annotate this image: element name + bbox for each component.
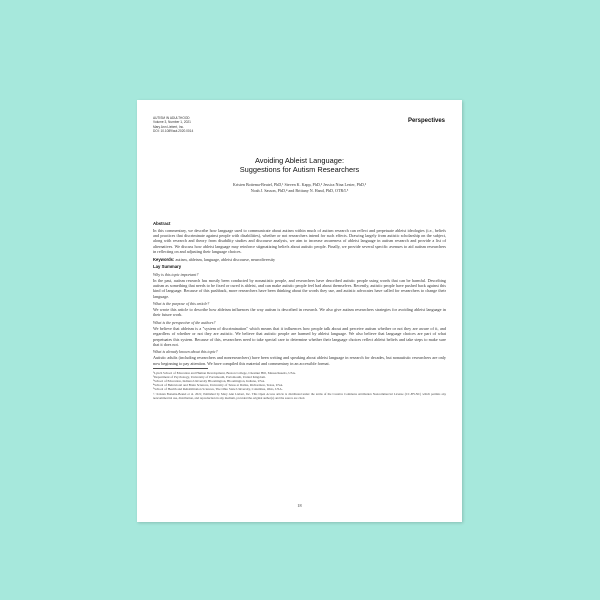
lay-answer-4: Autistic adults (including researchers and nonresearchers) have been writing and speaking about ableist language in research for decades, but nonautistic researchers are only now beginning to pay attention. We have compiled this material and commentary in an accessible format.	[153, 355, 446, 366]
article-title	[137, 156, 462, 174]
keywords	[153, 257, 446, 262]
abstract-text: In this commentary, we describe how language used to communicate about autism within much of autism research can reflect and perpetuate ableist ideologies (i.e., beliefs and practices that discriminate against people with disabilities), whether or not researchers intend for such effects. Drawing largely from autistic scholarship on the subject, along with research and theory from disability studies and discourse analysis, we aim to increase awareness of ableist language in autism research and provide a list of alternatives. We discuss how ableist language may reinforce stigmatizing beliefs about autistic people. Finally, we provide several specific avenues to aid autism researchers in reflecting on and adjusting their language choices.	[153, 227, 446, 255]
affiliation-2: ²Department of Psychology, University of Portsmouth, Portsmouth, United Kingdom.	[153, 374, 266, 379]
license-note: © Kristen Bottema-Beutel et al. 2021; Published by Mary Ann Liebert, Inc. This Open Access article is distributed under the terms of the Creative Commons Attribution Noncommercial License (CC-BY-NC) which permits any noncommercial use, distribution, and reproduction in any medium, provided the original author(s) and the source are cited.	[153, 391, 446, 400]
lay-answer-1: In the past, autism research has mostly been conducted by nonautistic people, and researchers have described autistic people using words that can be harmful. Describing autism as something that needs to be fixed or cured is ableist, and can make autistic people feel bad about themselves. Recently, autistic people have pushed back against this kind of language. Because of this pushback, more researchers have been thinking about the words they use, and autistic advocates have called for researchers to change their language.	[153, 277, 446, 299]
document-page	[137, 100, 462, 522]
lay-question-2: What is the purpose of this article?	[153, 301, 210, 307]
lay-answer-3: We believe that ableism is a "system of discrimination" which means that it influences how people talk about and perceive autism whether or not they are aware of it, and regardless of whether or not they are autistic. We believe that autistic people are harmed by ableist language. We also believe that language choices are part of what perpetuates this system. Because of this, researchers need to take special care to determine whether their language choices reflect ableist beliefs and take steps to make sure that it does not.	[153, 325, 446, 347]
journal-publisher: Mary Ann Liebert, Inc.	[153, 124, 185, 129]
journal-info	[153, 116, 193, 134]
section-label: Perspectives	[407, 118, 445, 124]
title-line-2: Suggestions for Autism Researchers	[239, 165, 360, 174]
keywords-text: autism, ableism, language, ableist discourse, neurodiversity	[175, 256, 276, 262]
abstract-heading: Abstract	[153, 221, 171, 227]
lay-answer-2: We wrote this article to describe how ableism influences the way autism is described in research. We also give autism researchers strategies for avoiding ableist language in their future work.	[153, 307, 446, 318]
journal-volume: Volume 3, Number 1, 2021	[153, 120, 191, 125]
journal-name: AUTISM IN ADULTHOOD	[153, 116, 190, 120]
affiliation-3: ³School of Education, Indiana University Bloomington, Bloomington, Indiana, USA.	[153, 379, 266, 384]
lay-question-3: What is the perspective of the authors?	[153, 319, 216, 325]
lay-question-1: Why is this topic important?	[153, 271, 199, 277]
page-number: 18	[297, 503, 302, 508]
author-list	[177, 182, 422, 194]
lay-summary-heading: Lay Summary	[153, 264, 182, 270]
journal-doi: DOI: 10.1089/aut.2020.0014	[153, 129, 194, 134]
footnote-divider	[153, 368, 208, 369]
lay-question-4: What is already known about this topic?	[153, 349, 218, 355]
keywords-label: Keywords:	[153, 256, 175, 262]
affiliation-5: ⁵School of Health and Rehabilitation Sciences, The Ohio State University, Columbus, Ohio, USA.	[153, 387, 283, 392]
affiliation-1: ¹Lynch School of Education and Human Development, Boston College, Chestnut Hill, Massachusetts, USA.	[153, 370, 296, 375]
title-line-1: Avoiding Ableist Language:	[254, 156, 345, 165]
authors-line-1: Kristen Bottema-Beutel, PhD,¹ Steven K. Kapp, PhD,² Jessica Nina Lester, PhD,³	[232, 182, 367, 187]
article-body	[153, 219, 446, 401]
authors-line-2: Noah J. Sasson, PhD,⁴ and Brittany N. Hand, PhD, OTR/L⁵	[250, 188, 349, 193]
affiliation-4: ⁴School of Behavioral and Brain Sciences, University of Texas at Dallas, Richardson, Texas, USA.	[153, 383, 284, 388]
